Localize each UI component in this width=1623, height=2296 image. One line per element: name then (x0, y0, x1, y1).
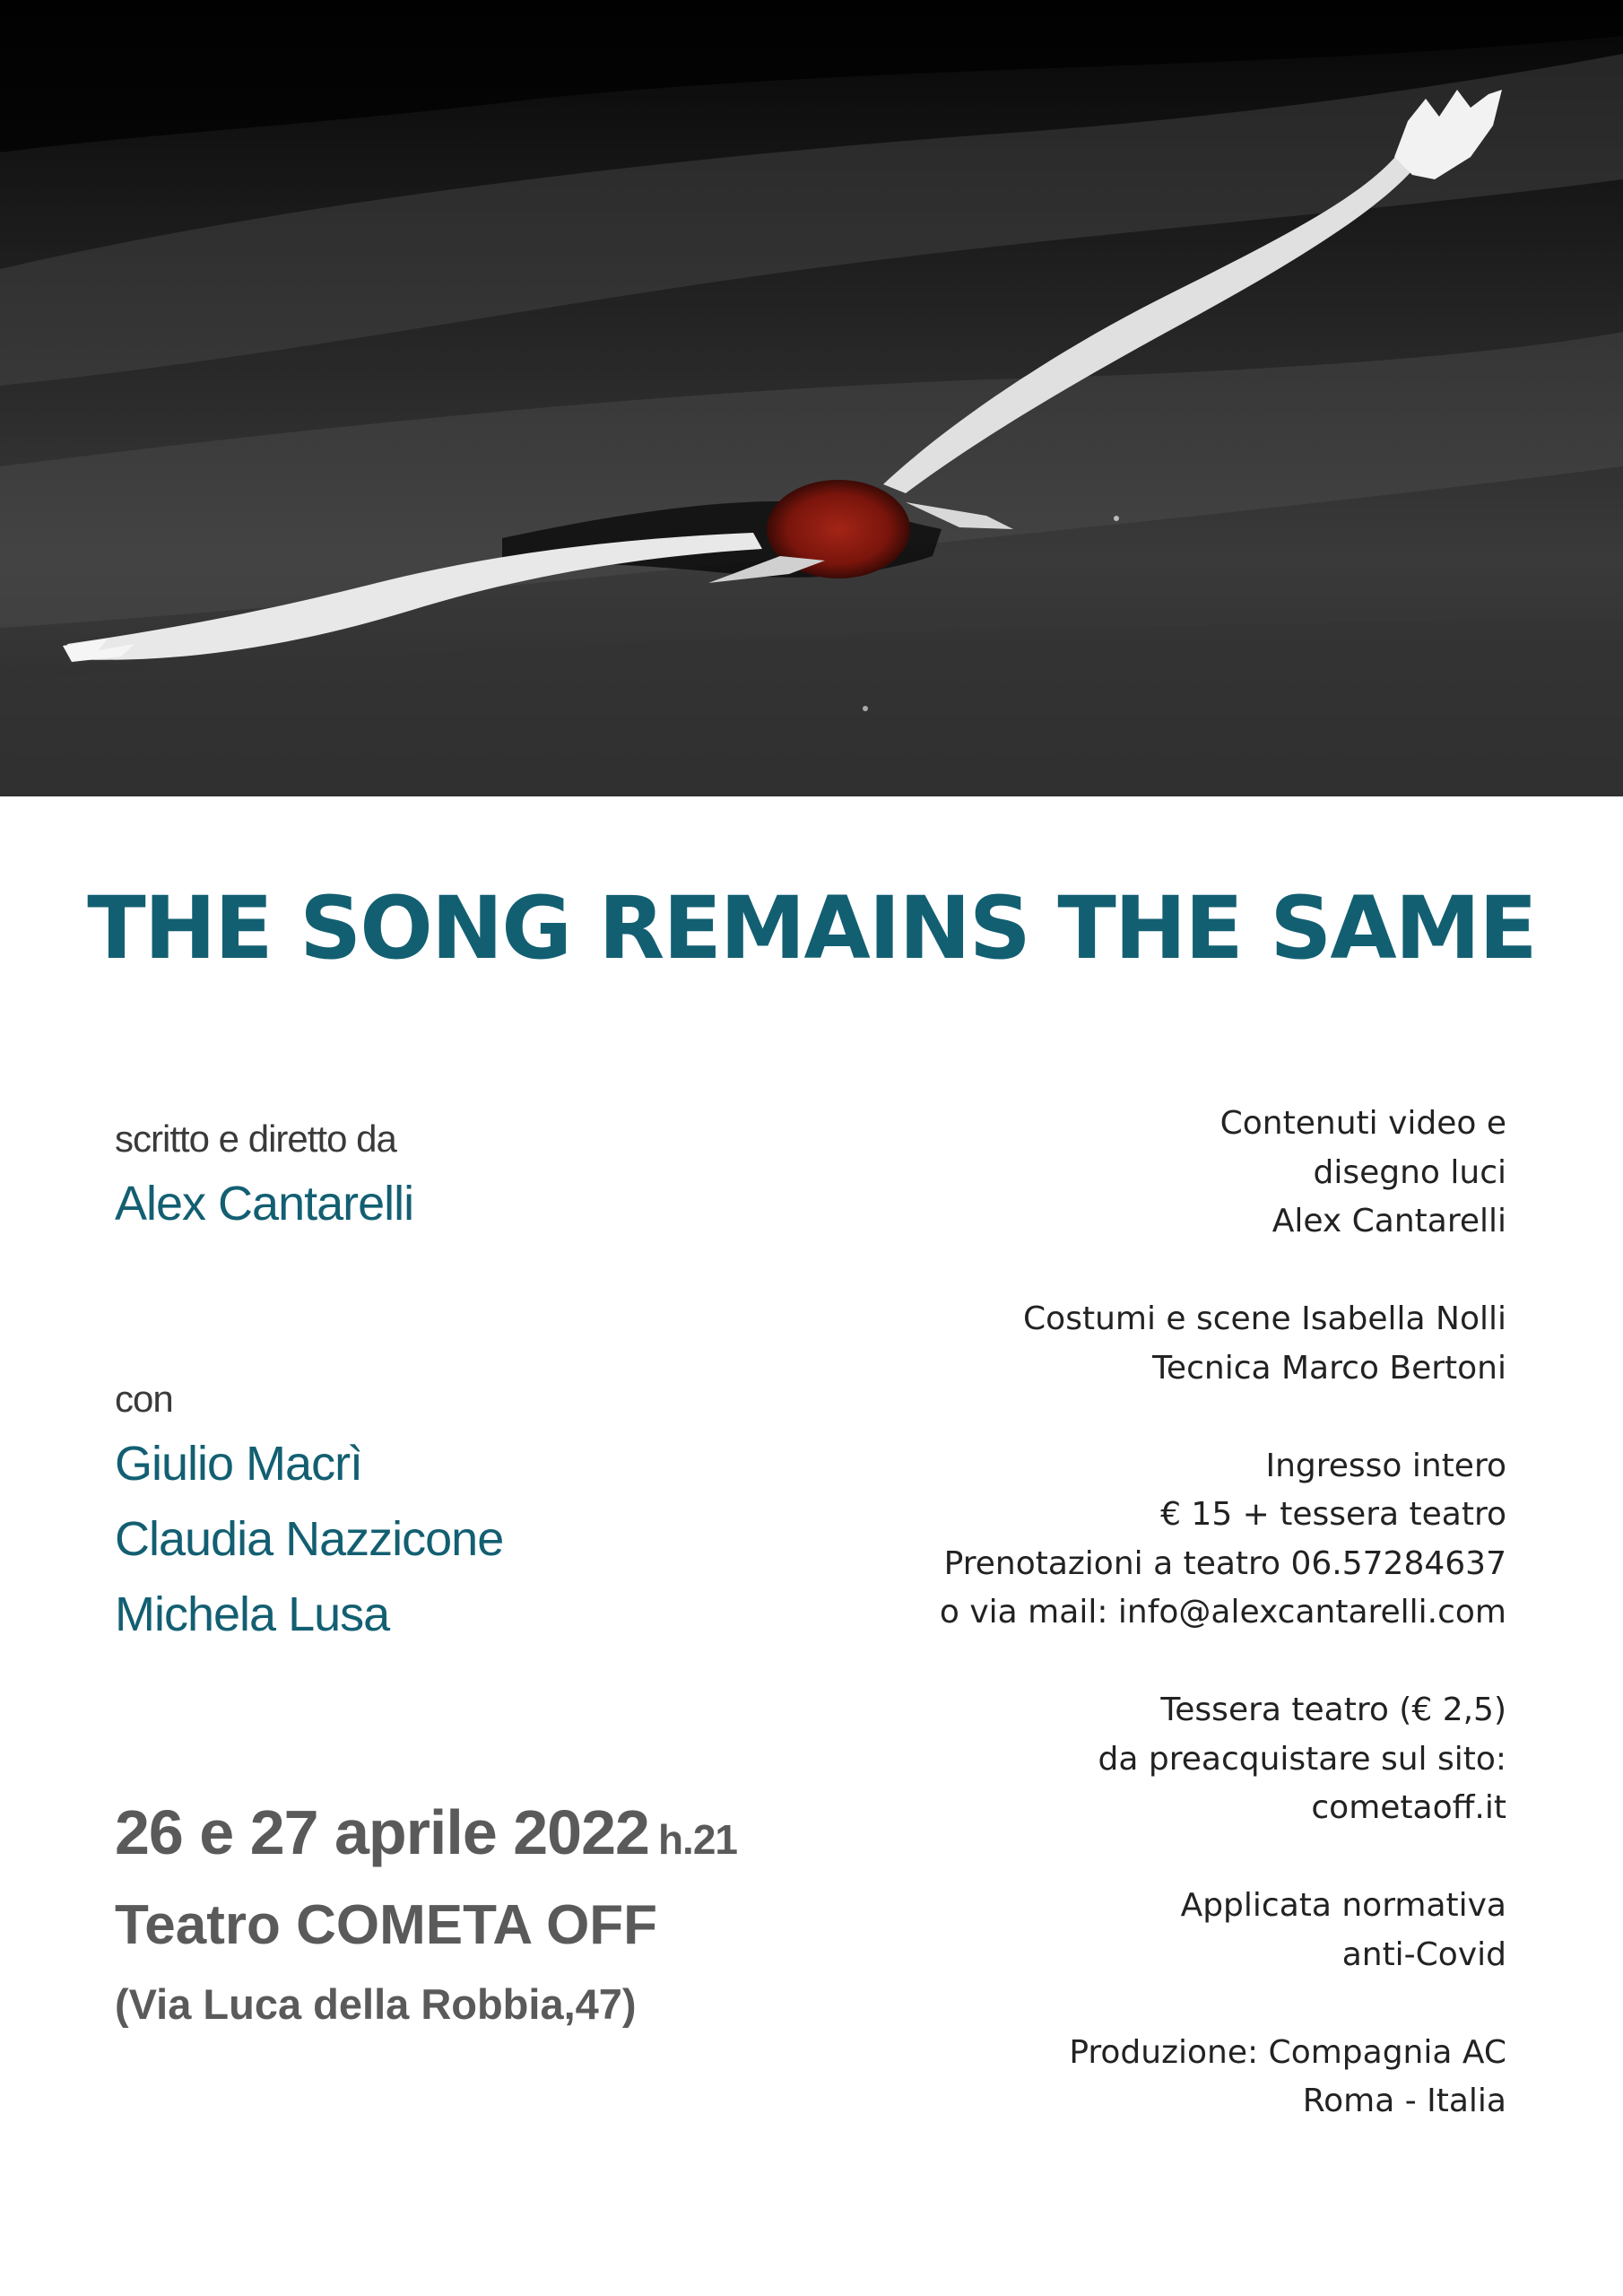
info-line: Roma - Italia (1302, 2083, 1506, 2119)
covid-info (771, 1882, 1506, 1979)
info-line: Contenuti video e (1219, 1105, 1506, 1142)
info-line: da preacquistare sul sito: (1098, 1740, 1506, 1778)
booking-phone: Prenotazioni a teatro 06.57284637 (943, 1544, 1506, 1582)
info-column (771, 1100, 1506, 2175)
event-dates (115, 1792, 737, 1880)
website-text: cometaoff.it (1311, 1789, 1506, 1826)
cast-member: Claudia Nazzicone (115, 1512, 504, 1566)
cast-member: Giulio Macrì (115, 1437, 363, 1491)
cast-list (115, 1426, 868, 1652)
ticket-info (771, 1442, 1506, 1638)
info-line: € 15 + tessera teatro (1160, 1496, 1506, 1533)
info-line: Alex Cantarelli (1271, 1203, 1506, 1239)
crew-credits (771, 1295, 1506, 1393)
cast-label: con (115, 1378, 173, 1420)
info-line: Produzione: Compagnia AC (1069, 2033, 1506, 2071)
info-line: Applicata normativa (1180, 1887, 1506, 1924)
cast-member: Michela Lusa (115, 1587, 390, 1641)
info-line: anti-Covid (1341, 1935, 1506, 1973)
video-credits (771, 1100, 1506, 1247)
event-time: h.21 (657, 1816, 737, 1863)
event-dates-text: 26 e 27 aprile 2022 (115, 1797, 649, 1867)
info-line: Tessera teatro (€ 2,5) (1160, 1692, 1506, 1728)
production-info (771, 2029, 1506, 2126)
director-name: Alex Cantarelli (115, 1177, 414, 1231)
hero-painting (0, 0, 1623, 796)
poster-title: THE SONG REMAINS THE SAME (87, 878, 1536, 978)
info-line: Ingresso intero (1265, 1447, 1506, 1484)
written-directed-label: scritto e diretto da (115, 1118, 396, 1160)
membership-info (771, 1686, 1506, 1833)
info-line: Costumi e scene Isabella Nolli (1023, 1300, 1506, 1337)
seagull-painting-icon (0, 0, 1623, 796)
venue-name: Teatro COMETA OFF (115, 1894, 658, 1956)
booking-email: o via mail: info@alexcantarelli.com (939, 1594, 1506, 1631)
info-line: Tecnica Marco Bertoni (1152, 1349, 1506, 1387)
venue-address: (Via Luca della Robbia,47) (115, 1980, 637, 2028)
credits-column (115, 1112, 868, 1652)
info-line: disegno luci (1313, 1153, 1506, 1191)
